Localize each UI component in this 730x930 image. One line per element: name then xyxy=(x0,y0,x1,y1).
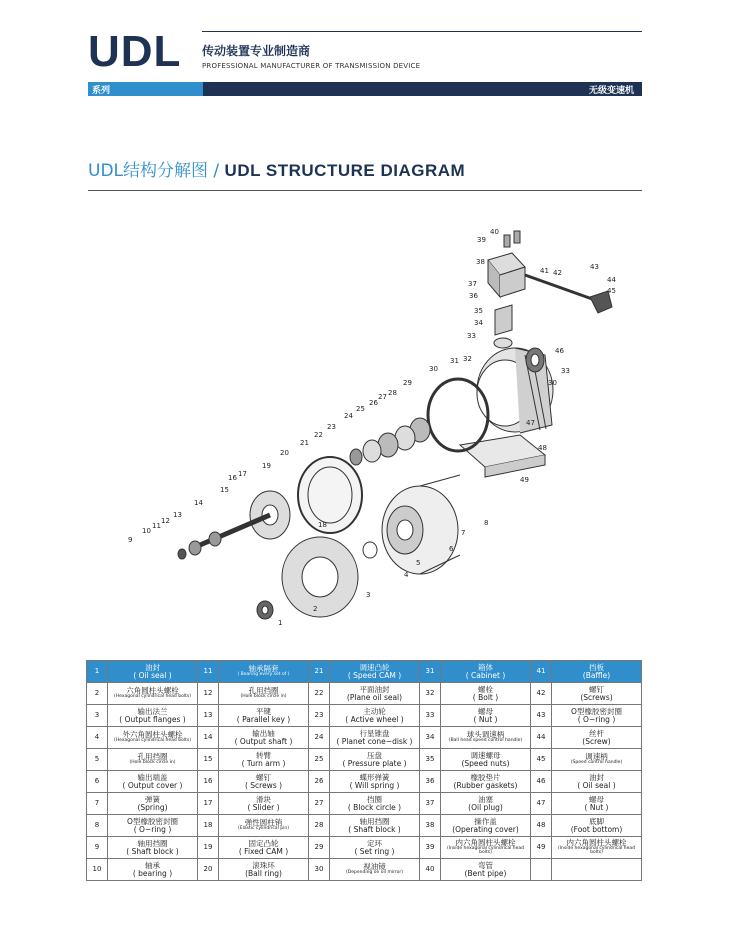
part-name: 外六角圆柱头螺栓 (Hexagonal cylindrical head bolts) xyxy=(108,727,198,749)
part-number: 49 xyxy=(531,837,552,859)
part-name: 螺栓 ( Bolt ) xyxy=(441,683,531,705)
tagline-cn: 传动装置专业制造商 xyxy=(202,44,311,58)
label-30: 30 xyxy=(429,365,438,373)
part-number: 19 xyxy=(198,837,219,859)
label-20: 20 xyxy=(280,449,289,457)
part-name: 油塞 (Oil plug) xyxy=(441,793,531,815)
part-name: 弹性圆柱销 (Elastic cylindrical pin) xyxy=(219,815,309,837)
label-36: 36 xyxy=(469,292,478,300)
part-number: 20 xyxy=(198,859,219,881)
table-row xyxy=(87,837,642,859)
label-21: 21 xyxy=(300,439,309,447)
part-number: 5 xyxy=(87,749,108,771)
tagline-en: PROFESSIONAL MANUFACTURER OF TRANSMISSION DEVICE xyxy=(202,62,421,70)
label-24: 24 xyxy=(344,412,353,420)
label-26: 26 xyxy=(369,399,378,407)
table-row xyxy=(87,705,642,727)
part-number: 9 xyxy=(87,837,108,859)
part-name: 挡板 (Baffle) xyxy=(552,661,642,683)
part-name: 挡圈 ( Block circle ) xyxy=(330,793,420,815)
label-5: 5 xyxy=(416,559,421,567)
product-type-label: 无级变速机 xyxy=(588,86,634,96)
part-name: 螺钉 ( Screws ) xyxy=(219,771,309,793)
page-header xyxy=(0,0,730,100)
part-number: 23 xyxy=(309,705,330,727)
table-row xyxy=(87,727,642,749)
part-name: 内六角圆柱头螺栓 (Inside hexagonal cylindrical head bolts) xyxy=(552,837,642,859)
label-31: 31 xyxy=(450,357,459,365)
part-name: 轴承 ( bearing ) xyxy=(108,859,198,881)
part-number: 40 xyxy=(420,859,441,881)
part-name: 平面油封 (Plane oil seal) xyxy=(330,683,420,705)
label-34: 34 xyxy=(474,319,483,327)
part-name: 弹簧 (Spring) xyxy=(108,793,198,815)
part-name: 孔用挡圈 (Hole block circle in) xyxy=(108,749,198,771)
header-rule xyxy=(202,31,642,32)
operating-cover xyxy=(488,231,525,297)
part-number: 12 xyxy=(198,683,219,705)
planet-cones xyxy=(350,418,430,465)
label-4: 4 xyxy=(404,571,409,579)
part-name: 调速柄 (Speed control handle) xyxy=(552,749,642,771)
series-bar xyxy=(88,82,642,96)
part-name: 转臂 ( Turn arm ) xyxy=(219,749,309,771)
part-name: 轴用挡圈 ( Shaft block ) xyxy=(108,837,198,859)
label-33: 33 xyxy=(467,332,476,340)
part-name: 球头调速柄 (Ball head speed control handle) xyxy=(441,727,531,749)
part-number: 1 xyxy=(87,661,108,683)
set-ring xyxy=(428,379,488,451)
table-row xyxy=(87,749,642,771)
section-title-en: UDL STRUCTURE DIAGRAM xyxy=(224,161,466,180)
part-number: 22 xyxy=(309,683,330,705)
part-name: 轴承隔套 ( Bearing every set of ) xyxy=(219,661,309,683)
label-18: 18 xyxy=(318,521,327,529)
part-number: 17 xyxy=(198,793,219,815)
part-name: 平键 ( Parallel key ) xyxy=(219,705,309,727)
table-row xyxy=(87,661,642,683)
part-number: 47 xyxy=(531,793,552,815)
part-name: 调速螺母 (Speed nuts) xyxy=(441,749,531,771)
label-1: 1 xyxy=(278,619,283,627)
part-number: 16 xyxy=(198,771,219,793)
label-8: 8 xyxy=(484,519,489,527)
part-number: 26 xyxy=(309,771,330,793)
part-number: 8 xyxy=(87,815,108,837)
exploded-diagram xyxy=(120,205,620,635)
part-number: 48 xyxy=(531,815,552,837)
table-row xyxy=(87,771,642,793)
table-row xyxy=(87,859,642,881)
part-name: 轴用挡圈 ( Shaft block ) xyxy=(330,815,420,837)
part-number: 39 xyxy=(420,837,441,859)
part-number: 21 xyxy=(309,661,330,683)
part-name: 蝶形弹簧 ( Will spring ) xyxy=(330,771,420,793)
label-17: 17 xyxy=(238,470,247,478)
label-48: 48 xyxy=(538,444,547,452)
part-number: 32 xyxy=(420,683,441,705)
part-name: 操作盖 (Operating cover) xyxy=(441,815,531,837)
part-number: 24 xyxy=(309,727,330,749)
foot-bottom xyxy=(460,435,545,477)
part-name xyxy=(552,859,642,881)
part-name: 底脚 (Foot bottom) xyxy=(552,815,642,837)
label-22: 22 xyxy=(314,431,323,439)
part-name: 视油镜 (Depending on oil mirror) xyxy=(330,859,420,881)
label-41: 41 xyxy=(540,267,549,275)
part-number: 34 xyxy=(420,727,441,749)
part-number: 27 xyxy=(309,793,330,815)
label-30b: 30 xyxy=(548,379,557,387)
label-37: 37 xyxy=(468,280,477,288)
label-15: 15 xyxy=(220,486,229,494)
label-39: 39 xyxy=(477,236,486,244)
part-number: 7 xyxy=(87,793,108,815)
label-19: 19 xyxy=(262,462,271,470)
label-16: 16 xyxy=(228,474,237,482)
part-name: 输出轴 ( Output shaft ) xyxy=(219,727,309,749)
part-name: 定环 ( Set ring ) xyxy=(330,837,420,859)
label-40: 40 xyxy=(490,228,499,236)
label-7: 7 xyxy=(461,529,466,537)
label-23: 23 xyxy=(327,423,336,431)
part-number: 45 xyxy=(531,749,552,771)
part-name: 固定凸轮 ( Fixed CAM ) xyxy=(219,837,309,859)
label-44: 44 xyxy=(607,276,616,284)
label-11: 11 xyxy=(152,522,161,530)
part-name: 油封 ( Oil seal ) xyxy=(108,661,198,683)
part-number: 44 xyxy=(531,727,552,749)
part-name: 压盘 ( Pressure plate ) xyxy=(330,749,420,771)
label-3: 3 xyxy=(366,591,371,599)
part-name: 弯管 (Bent pipe) xyxy=(441,859,531,881)
part-name: O型橡胶密封圈 ( O−ring ) xyxy=(108,815,198,837)
output-cover xyxy=(382,475,460,574)
part-number: 18 xyxy=(198,815,219,837)
part-number: 33 xyxy=(420,705,441,727)
output-flange xyxy=(282,537,358,617)
label-2: 2 xyxy=(313,605,318,613)
part-name: 输出端盖 ( Output cover ) xyxy=(108,771,198,793)
label-10: 10 xyxy=(142,527,151,535)
part-number: 46 xyxy=(531,771,552,793)
part-number: 37 xyxy=(420,793,441,815)
part-name: 六角圆柱头螺栓 (Hexagonal cylindrical head bolts) xyxy=(108,683,198,705)
label-13: 13 xyxy=(173,511,182,519)
label-45: 45 xyxy=(607,287,616,295)
part-number: 43 xyxy=(531,705,552,727)
part-name: 油封 ( Oil seal ) xyxy=(552,771,642,793)
part-name: O型橡胶密封圈 ( O−ring ) xyxy=(552,705,642,727)
part-number: 36 xyxy=(420,771,441,793)
part-number: 6 xyxy=(87,771,108,793)
part-number: 31 xyxy=(420,661,441,683)
part-number: 41 xyxy=(531,661,552,683)
part-name: 主动轮 ( Active wheel ) xyxy=(330,705,420,727)
part-number: 15 xyxy=(198,749,219,771)
table-row xyxy=(87,683,642,705)
label-9: 9 xyxy=(128,536,133,544)
part-name: 丝杆 (Screw) xyxy=(552,727,642,749)
output-shaft xyxy=(178,515,270,559)
label-32: 32 xyxy=(463,355,472,363)
label-49: 49 xyxy=(520,476,529,484)
section-title xyxy=(88,156,465,181)
label-25: 25 xyxy=(356,405,365,413)
part-name: 内六角圆柱头螺栓 (Inside hexagonal cylindrical head bolts) xyxy=(441,837,531,859)
part-number: 10 xyxy=(87,859,108,881)
label-42: 42 xyxy=(553,269,562,277)
part-number: 25 xyxy=(309,749,330,771)
part-name: 行星锥盘 ( Planet cone−disk ) xyxy=(330,727,420,749)
series-label: 系列 xyxy=(92,86,111,96)
part-name: 滚珠环 (Ball ring) xyxy=(219,859,309,881)
part-number: 42 xyxy=(531,683,552,705)
part-number: 29 xyxy=(309,837,330,859)
part-number: 4 xyxy=(87,727,108,749)
table-row xyxy=(87,815,642,837)
label-12: 12 xyxy=(161,517,170,525)
label-27: 27 xyxy=(378,393,387,401)
label-33b: 33 xyxy=(561,367,570,375)
part-name: 孔用挡圈 (Hole block circle in) xyxy=(219,683,309,705)
section-title-cn: UDL结构分解图 / xyxy=(88,161,225,181)
part-name: 螺母 ( Nut ) xyxy=(441,705,531,727)
part-number: 14 xyxy=(198,727,219,749)
part-number: 35 xyxy=(420,749,441,771)
part-number: 28 xyxy=(309,815,330,837)
speed-nut-block xyxy=(494,305,512,348)
label-28: 28 xyxy=(388,389,397,397)
part-name: 滑块 ( Slider ) xyxy=(219,793,309,815)
part-name: 箱体 ( Cabinet ) xyxy=(441,661,531,683)
speed-screw xyxy=(525,275,612,313)
section-rule xyxy=(88,190,642,191)
label-35: 35 xyxy=(474,307,483,315)
label-38: 38 xyxy=(476,258,485,266)
label-47: 47 xyxy=(526,419,535,427)
label-6: 6 xyxy=(449,545,454,553)
udl-logo: UDL xyxy=(88,27,182,76)
label-29: 29 xyxy=(403,379,412,387)
part-name: 螺母 ( Nut ) xyxy=(552,793,642,815)
part-name: 输出法兰 ( Output flanges ) xyxy=(108,705,198,727)
part-number: 2 xyxy=(87,683,108,705)
part-name: 调速凸轮 ( Speed CAM ) xyxy=(330,661,420,683)
table-row xyxy=(87,793,642,815)
part-number: 11 xyxy=(198,661,219,683)
part-name: 螺钉 (Screws) xyxy=(552,683,642,705)
part-number: 3 xyxy=(87,705,108,727)
part-number xyxy=(531,859,552,881)
part-number: 38 xyxy=(420,815,441,837)
parts-table xyxy=(86,660,642,881)
label-14: 14 xyxy=(194,499,203,507)
label-46: 46 xyxy=(555,347,564,355)
label-43: 43 xyxy=(590,263,599,271)
part-number: 30 xyxy=(309,859,330,881)
part-number: 13 xyxy=(198,705,219,727)
part-name: 橡胶垫片 (Rubber gaskets) xyxy=(441,771,531,793)
